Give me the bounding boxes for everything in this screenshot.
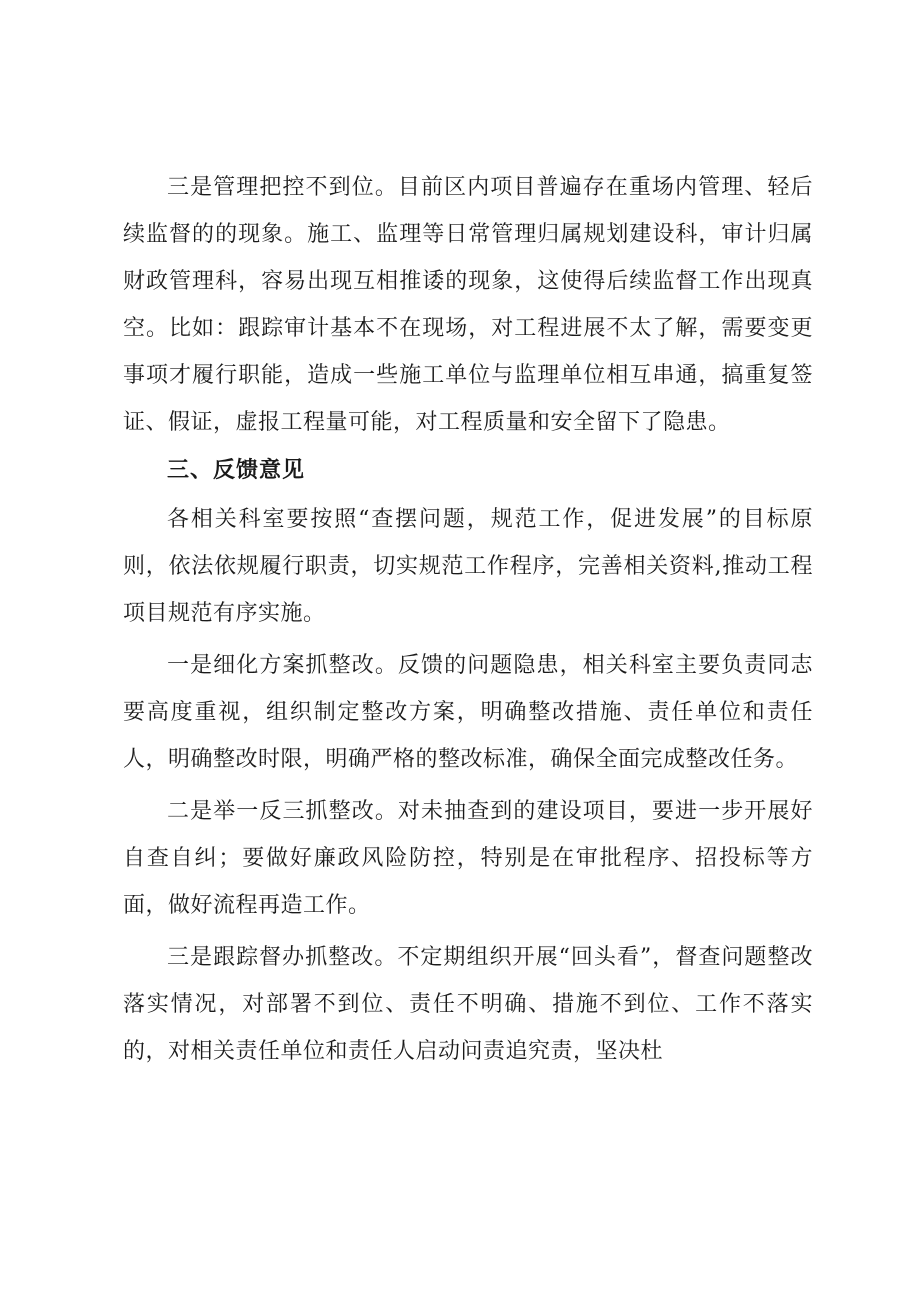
paragraph-track-supervise: 三是跟踪督办抓整改。不定期组织开展“回头看”，督查问题整改落实情况，对部署不到位、责任不明确、措施不到位、工作不落实的，对相关责任单位和责任人启动问责追究责，坚决杜 [123,945,813,1064]
paragraph-feedback-intro: 各相关科室要按照“查摆问题，规范工作，促进发展”的目标原则，依法依规履行职责，切实规范工作程序，完善相关资料,推动工程项目规范有序实施。 [123,507,813,626]
paragraph-draw-inferences: 二是举一反三抓整改。对未抽查到的建设项目，要进一步开展好自查自纠；要做好廉政风险防控，特别是在审批程序、招投标等方面，做好流程再造工作。 [123,799,813,918]
paragraph-management-control: 三是管理把控不到位。目前区内项目普遍存在重场内管理、轻后续监督的的现象。施工、监理等日常管理归属规划建设科，审计归属财政管理科，容易出现互相推诿的现象，这使得后续监督工作出现真空。比如：跟踪审计基本不在现场，对工程进展不太了解，需要变更事项才履行职能，造成一些施工单位与监理单位相互串通，搞重复签证、假证，虚报工程量可能，对工程质量和安全留下了隐患。 [123,175,813,435]
paragraph-refine-plan: 一是细化方案抓整改。反馈的问题隐患，相关科室主要负责同志要高度重视，组织制定整改方案，明确整改措施、责任单位和责任人，明确整改时限，明确严格的整改标准，确保全面完成整改任务。 [123,653,813,772]
document-body [123,164,813,1075]
section-heading-feedback: 三、反馈意见 [167,458,306,483]
